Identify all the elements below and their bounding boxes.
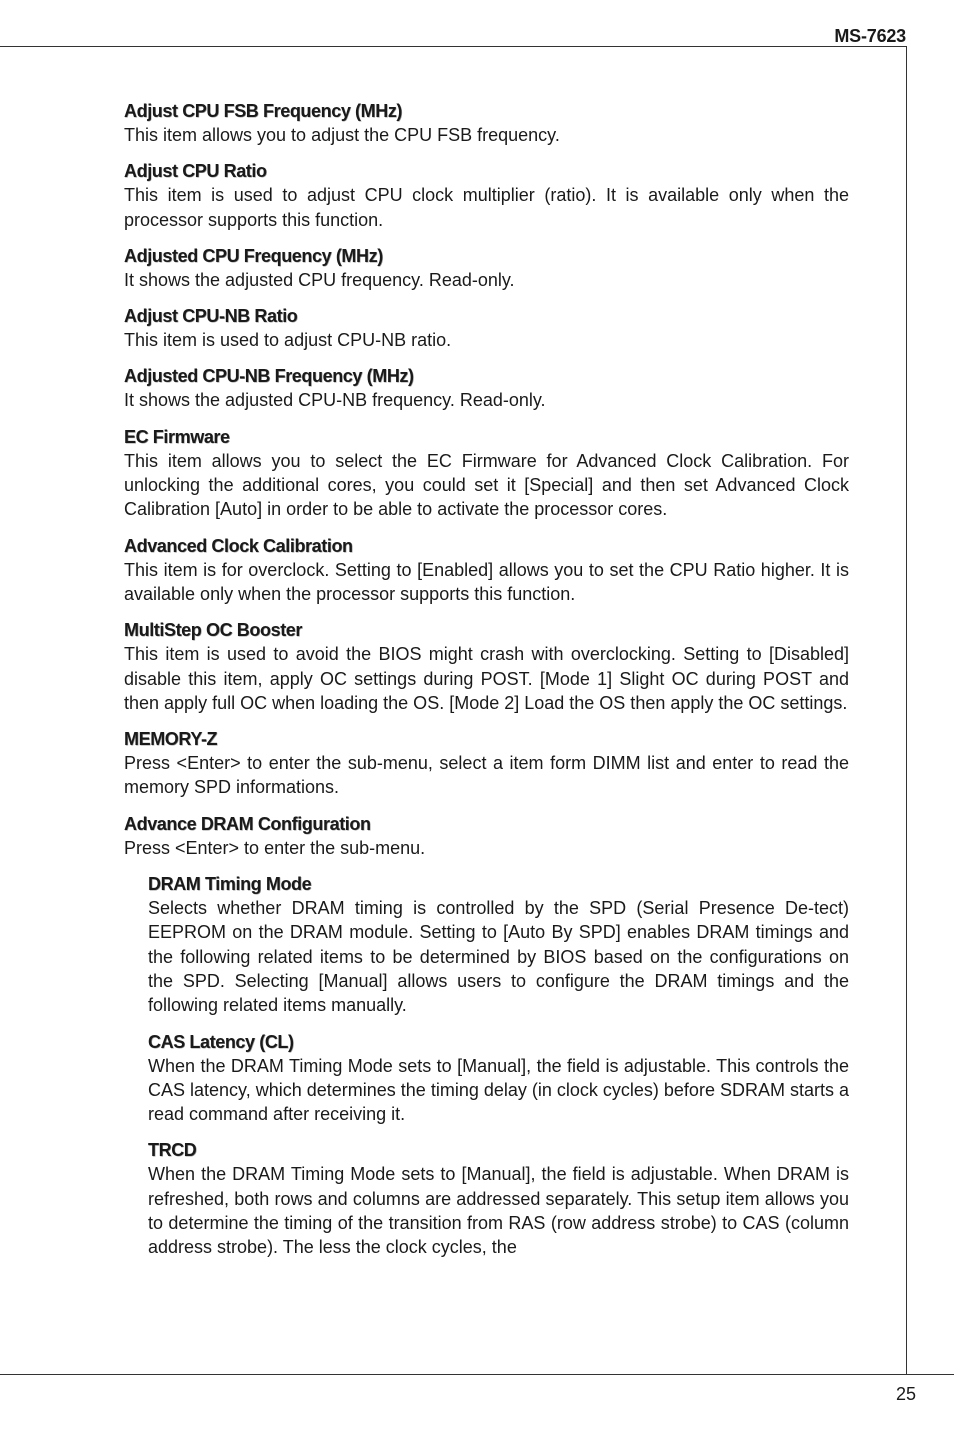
section-description: This item is used to adjust CPU-NB ratio. [124, 330, 452, 351]
section-description: It shows the adjusted CPU frequency. Read-only. [124, 269, 515, 290]
section-title: Advance DRAM Configuration [124, 813, 371, 834]
header-divider [0, 46, 907, 47]
section-adjust-cpu-fsb-frequency [124, 99, 849, 147]
page-side-border [906, 46, 907, 1375]
section-adjust-cpu-ratio [124, 159, 849, 232]
section-memory-z [124, 727, 849, 800]
section-title: Adjusted CPU Frequency (MHz) [124, 245, 383, 266]
section-adjusted-cpu-frequency [124, 244, 849, 292]
section-description: This item allows you to adjust the CPU FSB frequency. [124, 125, 560, 145]
footer-divider [0, 1374, 954, 1375]
section-title: Adjust CPU-NB Ratio [124, 306, 298, 327]
subsection-cas-latency [148, 1030, 849, 1127]
section-description: Press <Enter> to enter the sub-menu, select a item form DIMM list and enter to read the memory SPD informations. [124, 753, 849, 798]
section-ec-firmware [124, 425, 849, 522]
subsection-trcd [148, 1138, 849, 1259]
section-description: This item is for overclock. Setting to [Enabled] allows you to set the CPU Ratio higher. It is available only when the processor supports this function. [124, 559, 849, 604]
section-multistep-oc-booster [124, 618, 849, 715]
section-advanced-clock-calibration [124, 534, 849, 607]
subsection-title: CAS Latency (CL) [148, 1031, 294, 1052]
subsection-description: When the DRAM Timing Mode sets to [Manual], the field is adjustable. This controls the CAS latency, which determines the timing delay (in clock cycles) before SDRAM starts a read command after receiving it. [148, 1055, 849, 1125]
subsection-title: TRCD [148, 1140, 197, 1161]
section-title: Adjust CPU FSB Frequency (MHz) [124, 101, 403, 121]
model-number-header: MS-7623 [834, 26, 906, 46]
section-description: This item is used to avoid the BIOS might crash with overclocking. Setting to [Disabled] disable this item, apply OC settings during POST. [Mode 1] Slight OC during POST and then apply full OC when loading the OS. [Mode 2] Load the OS then apply the OC settings. [124, 644, 849, 713]
section-description: It shows the adjusted CPU-NB frequency. Read-only. [124, 390, 546, 411]
section-title: EC Firmware [124, 426, 230, 447]
section-description: This item is used to adjust CPU clock multiplier (ratio). It is available only when the processor supports this function. [124, 185, 849, 230]
manual-content [124, 99, 849, 1272]
section-title: Adjusted CPU-NB Frequency (MHz) [124, 366, 414, 387]
section-description: Press <Enter> to enter the sub-menu. [124, 837, 426, 858]
page-number: 25 [895, 1384, 916, 1404]
section-adjusted-cpu-nb-frequency [124, 364, 849, 412]
section-title: MultiStep OC Booster [124, 620, 303, 641]
subsection-description: When the DRAM Timing Mode sets to [Manual], the field is adjustable. When DRAM is refreshed, both rows and columns are addressed separately. This setup item allows you to determine the timing of the transition from RAS (row address strobe) to CAS (column address strobe). The less the clock cycles, the [148, 1164, 849, 1258]
section-title: Advanced Clock Calibration [124, 535, 353, 556]
subsection-dram-timing-mode [148, 872, 849, 1017]
section-title: MEMORY-Z [124, 729, 218, 750]
subsection-description: Selects whether DRAM timing is controlled by the SPD (Serial Presence De-tect) EEPROM on the DRAM module. Setting to [Auto By SPD] enables DRAM timings and the following related items to be determined by BIOS based on the configurations on the SPD. Selecting [Manual] allows users to configure the DRAM timings and the following related items manually. [148, 898, 849, 1016]
section-adjust-cpu-nb-ratio [124, 304, 849, 352]
section-description: This item allows you to select the EC Firmware for Advanced Clock Calibration. For unlocking the additional cores, you could set it [Special] and then set Advanced Clock Calibration [Auto] in order to be able to activate the processor cores. [124, 450, 849, 520]
section-title: Adjust CPU Ratio [124, 161, 267, 182]
subsection-title: DRAM Timing Mode [148, 874, 312, 895]
section-advance-dram-configuration [124, 812, 849, 860]
